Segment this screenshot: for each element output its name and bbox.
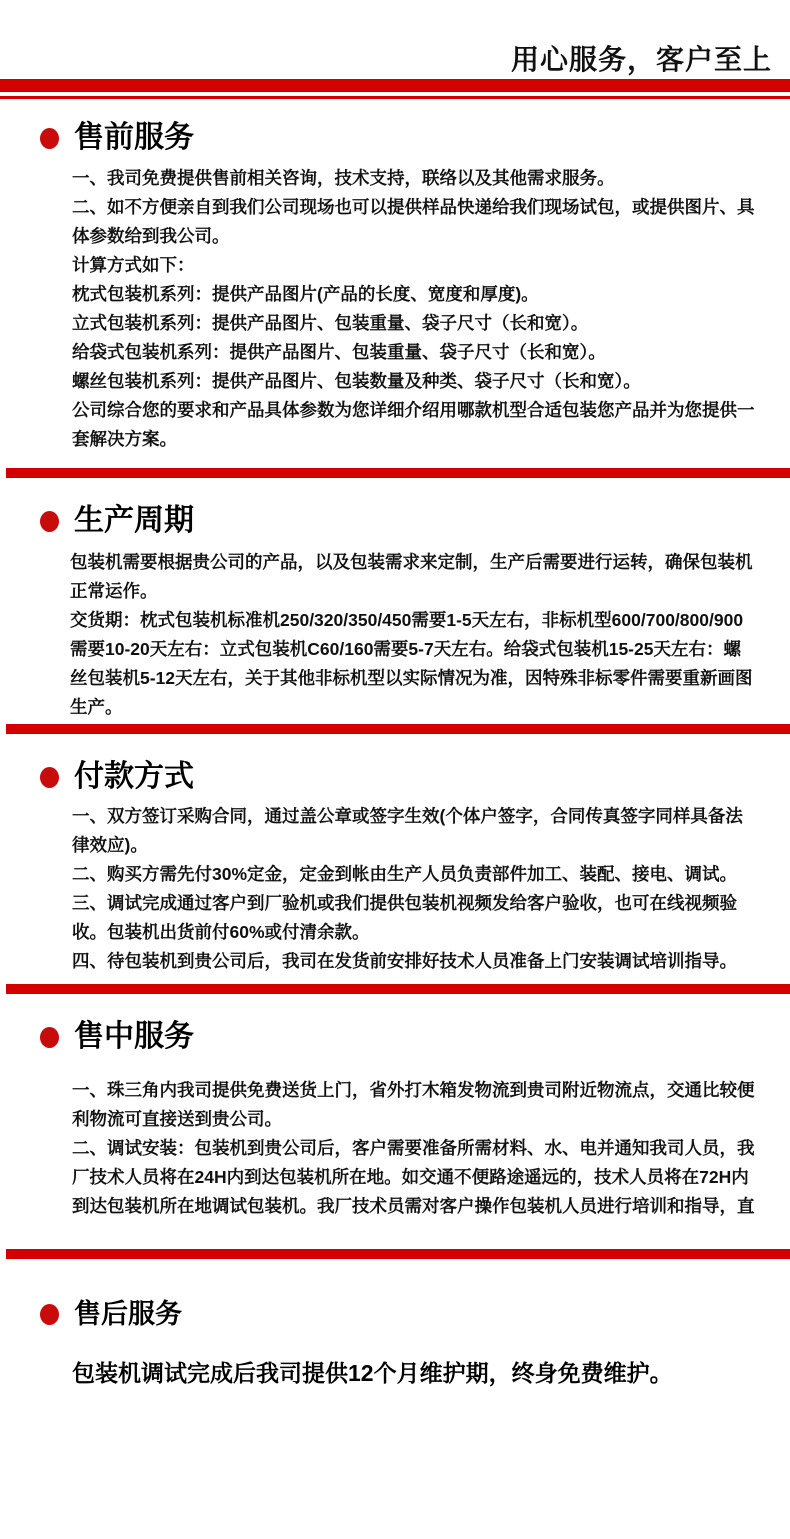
section-header <box>40 1018 755 1056</box>
section-title: 售中服务 <box>74 1020 194 1053</box>
section-title: 生产周期 <box>74 504 194 537</box>
header-divider-thick <box>0 79 790 92</box>
section-header <box>40 502 755 540</box>
section-pre-sale-service <box>0 119 790 454</box>
section-in-sale-service <box>0 1018 790 1221</box>
section-header <box>40 758 755 796</box>
section-divider <box>6 984 790 994</box>
paragraph: 包装机需要根据贵公司的产品，以及包装需求来定制，生产后需要进行运转，确保包装机正常运作。 <box>70 552 753 601</box>
paragraph: 一、我司免费提供售前相关咨询，技术支持，联络以及其他需求服务。 <box>72 168 615 188</box>
paragraph: 公司综合您的要求和产品具体参数为您详细介绍用哪款机型合适包装您产品并为您提供一套解决方案。 <box>72 400 755 449</box>
paragraph: 交货期：枕式包装机标准机250/320/350/450需要1-5天左右，非标机型600/700/800/900需要10-20天左右：立式包装机C60/160需要5-7天左右。给袋式包装机15-25天左右：螺丝包装机5-12天左右，关于其他非标机型以实际情况为准，因特殊非标零件需要重新画图生产。 <box>70 610 753 717</box>
paragraph: 三、调试完成通过客户到厂验机或我们提供包装机视频发给客户验收，也可在线视频验收。包装机出货前付60%或付清余款。 <box>72 893 737 942</box>
header-slogan: 用心服务，客户至上 <box>510 44 772 75</box>
section-title: 售前服务 <box>74 121 194 154</box>
section-title: 付款方式 <box>74 760 194 793</box>
paragraph: 二、如不方便亲自到我们公司现场也可以提供样品快递给我们现场试包，或提供图片、具体参数给到我公司。 <box>72 197 755 246</box>
paragraph: 包装机调试完成后我司提供12个月维护期，终身免费维护。 <box>72 1360 673 1386</box>
paragraph: 枕式包装机系列：提供产品图片(产品的长度、宽度和厚度)。 <box>72 284 539 304</box>
paragraph: 给袋式包装机系列：提供产品图片、包装重量、袋子尺寸（长和宽）。 <box>72 342 606 362</box>
paragraph: 计算方式如下： <box>72 255 195 275</box>
section-body <box>72 802 755 976</box>
paragraph: 四、待包装机到贵公司后，我司在发货前安排好技术人员准备上门安装调试培训指导。 <box>72 951 737 971</box>
bottom-whitespace <box>0 1389 790 1539</box>
section-header <box>40 1295 755 1333</box>
section-production-cycle <box>0 502 790 722</box>
section-header <box>40 119 755 157</box>
section-body <box>70 548 755 722</box>
paragraph: 一、珠三角内我司提供免费送货上门，省外打木箱发物流到贵司附近物流点，交通比较便利物流可直接送到贵公司。 <box>72 1080 755 1129</box>
paragraph: 一、双方签订采购合同，通过盖公章或签字生效(个体户签字，合同传真签字同样具备法律效应)。 <box>72 806 743 855</box>
section-divider <box>6 724 790 734</box>
paragraph: 二、购买方需先付30%定金，定金到帐由生产人员负责部件加工、装配、接电、调试。 <box>72 864 738 884</box>
section-body <box>72 1076 755 1221</box>
red-bullet-icon <box>40 511 59 532</box>
red-bullet-icon <box>40 767 59 788</box>
paragraph: 立式包装机系列：提供产品图片、包装重量、袋子尺寸（长和宽）。 <box>72 313 589 333</box>
header-divider-thin <box>0 96 790 99</box>
paragraph: 二、调试安装：包装机到贵公司后，客户需要准备所需材料、水、电并通知我司人员，我厂技术人员将在24H内到达包装机所在地。如交通不便路途遥远的，技术人员将在72H内到达包装机所在地调试包装机。我厂技术员需对客户操作包装机人员进行培训和指导，直 <box>72 1138 755 1216</box>
section-after-sale-service <box>0 1295 790 1389</box>
paragraph: 螺丝包装机系列：提供产品图片、包装数量及种类、袋子尺寸（长和宽）。 <box>72 371 641 391</box>
section-body <box>72 164 755 454</box>
page-header <box>0 0 790 99</box>
section-body <box>72 1357 755 1389</box>
section-title: 售后服务 <box>74 1299 182 1329</box>
red-bullet-icon <box>40 128 59 149</box>
red-bullet-icon <box>40 1027 59 1048</box>
red-bullet-icon <box>40 1304 59 1325</box>
section-divider <box>6 468 790 478</box>
section-divider <box>6 1249 790 1259</box>
section-payment-method <box>0 758 790 976</box>
